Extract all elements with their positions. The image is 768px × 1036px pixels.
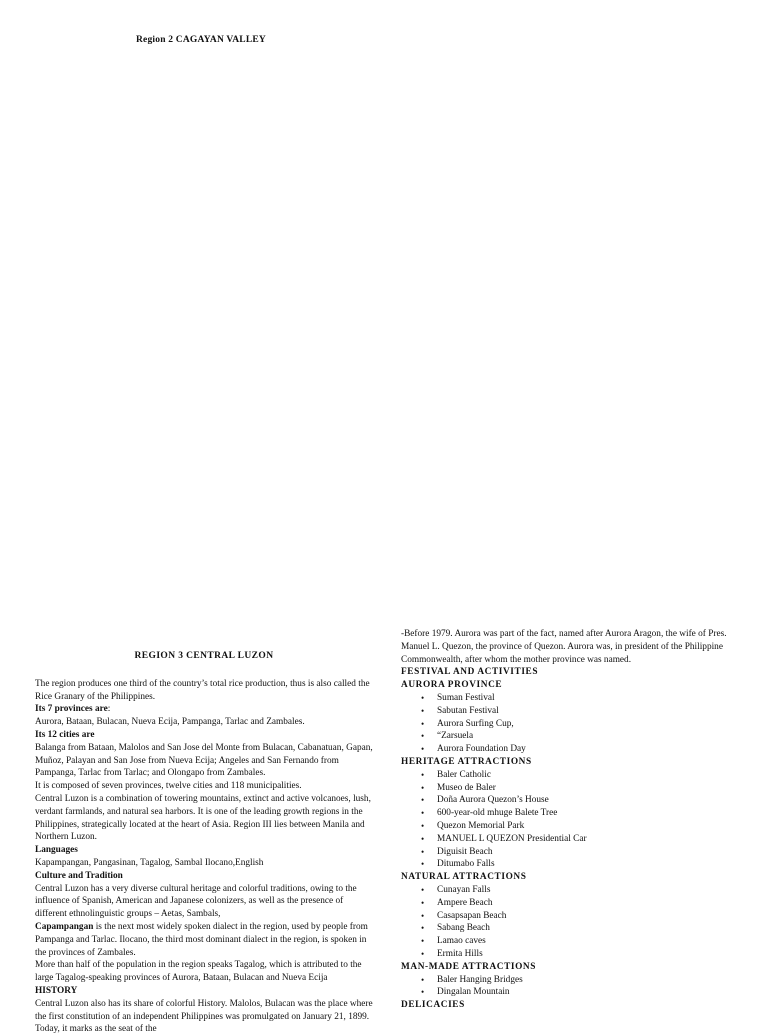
list-item: • Sabang Beach: [401, 922, 736, 935]
languages-heading: Languages: [35, 845, 78, 856]
capampangan-paragraph: [35, 921, 373, 959]
list-item: • Quezon Memorial Park: [401, 820, 736, 833]
left-column: [35, 650, 373, 1036]
capampangan-text: is the next most widely spoken dialect in the region, used by people from Pampanga and Tarlac. Ilocano, the third most dominant dialect in the region, is spoken in the provinces of Zambales.: [35, 921, 368, 958]
tagalog-paragraph: More than half of the population in the region speaks Tagalog, which is attributed to the large Tagalog-speaking provinces of Aurora, Bataan, Bulacan and Nueva Ecija: [35, 960, 362, 984]
list-item: • “Zarsuela: [401, 730, 736, 743]
list-item: • Ditumabo Falls: [401, 858, 736, 871]
history-paragraph: Central Luzon also has its share of colorful History. Malolos, Bulacan was the place where the first constitution of an independent Philippines was promulgated on January 21, 1899. Today, it marks as the seat of the: [35, 998, 373, 1035]
list-item: • Museo de Baler: [401, 782, 736, 795]
cities-heading: Its 12 cities are: [35, 729, 95, 740]
capampangan-term: Capampangan: [35, 921, 94, 932]
list-item: • Suman Festival: [401, 692, 736, 705]
provinces-heading: Its 7 provinces are: [35, 704, 108, 715]
list-item: • Dingalan Mountain: [401, 986, 736, 999]
history-heading: HISTORY: [35, 985, 78, 996]
culture-heading: Culture and Tradition: [35, 870, 123, 881]
right-column: [401, 628, 736, 1012]
manmade-list: [401, 974, 736, 1000]
list-item: • MANUEL L QUEZON Presidential Car: [401, 833, 736, 846]
section-title: REGION 3 CENTRAL LUZON: [134, 651, 274, 661]
composition-text: It is composed of seven provinces, twelve cities and 118 municipalities.: [35, 781, 302, 792]
delicacies-heading: DELICACIES: [401, 1000, 465, 1011]
list-item: • Ermita Hills: [401, 948, 736, 961]
description-paragraph: Central Luzon is a combination of towering mountains, extinct and active volcanoes, lush, verdant farmlands, and natural sea harbors. It is one of the leading growth regions in the Philippines, strategically located at the heart of Asia. Region III lies between Manila and Northern Luzon.: [35, 793, 371, 843]
list-item: • Cunayan Falls: [401, 884, 736, 897]
list-item: • Casapsapan Beach: [401, 910, 736, 923]
manmade-heading: MAN-MADE ATTRACTIONS: [401, 961, 537, 972]
list-item: • Aurora Surfing Cup,: [401, 718, 736, 731]
languages-text: Kapampangan, Pangasinan, Tagalog, Sambal Ilocano,English: [35, 857, 264, 868]
heritage-heading: HERITAGE ATTRACTIONS: [401, 756, 532, 767]
list-item: • Aurora Foundation Day: [401, 743, 736, 756]
list-item: • Diguisit Beach: [401, 846, 736, 859]
list-item: • Baler Catholic: [401, 769, 736, 782]
list-item: • Doña Aurora Quezon’s House: [401, 794, 736, 807]
list-item: • Ampere Beach: [401, 897, 736, 910]
list-item: • Baler Hanging Bridges: [401, 974, 736, 987]
natural-list: [401, 884, 736, 961]
aurora-province-heading: AURORA PROVINCE: [401, 680, 503, 691]
page-header: Region 2 CAGAYAN VALLEY: [136, 35, 266, 45]
provinces-text: Aurora, Bataan, Bulacan, Nueva Ecija, Pampanga, Tarlac and Zambales.: [35, 717, 305, 728]
natural-heading: NATURAL ATTRACTIONS: [401, 872, 527, 883]
intro-paragraph: The region produces one third of the country’s total rice production, thus is also called the Rice Granary of the Philippines.: [35, 678, 370, 702]
culture-paragraph: Central Luzon has a very diverse cultural heritage and colorful traditions, owing to the influence of Spanish, American and Japanese colonizers, as well as the presence of different ethnolinguistic groups – Aetas, Sambals,: [35, 883, 357, 920]
festival-list: [401, 692, 736, 756]
list-item: • Lamao caves: [401, 935, 736, 948]
festival-heading: FESTIVAL AND ACTIVITIES: [401, 667, 539, 678]
cities-text: Balanga from Bataan, Malolos and San Jose del Monte from Bulacan, Cabanatuan, Gapan, Muñoz, Palayan and San Jose from Nueva Ecija; Angeles and San Fernando from Pampanga, Tarlac from Tarlac; and Olongapo from Zambales.: [35, 742, 373, 779]
heritage-list: [401, 769, 736, 871]
list-item: • Sabutan Festival: [401, 705, 736, 718]
list-item: • 600-year-old mhuge Balete Tree: [401, 807, 736, 820]
provinces-line: [35, 703, 373, 716]
aurora-intro-paragraph: -Before 1979. Aurora was part of the fact, named after Aurora Aragon, the wife of Pres. Manuel L. Quezon, the province of Quezon. Aurora was, in president of the Philippine Commonwealth, after whom the mother province was named.: [401, 629, 727, 665]
provinces-colon: :: [107, 704, 111, 715]
